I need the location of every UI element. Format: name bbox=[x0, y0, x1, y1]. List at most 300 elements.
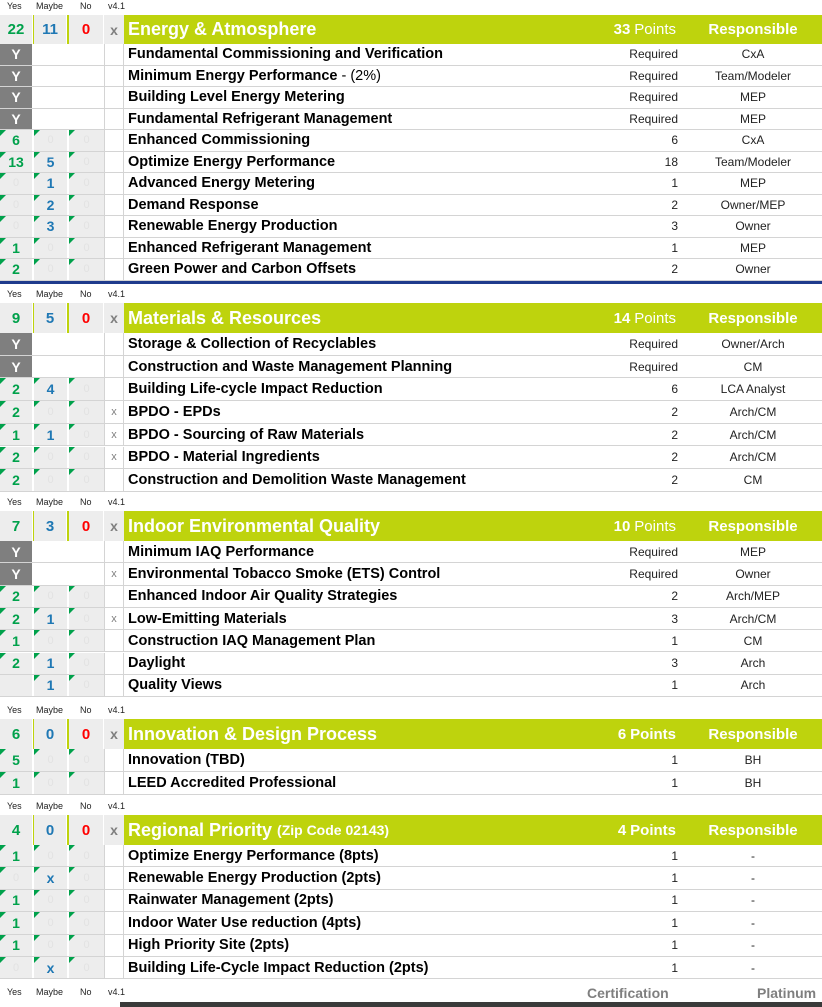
cell-marker-icon bbox=[34, 586, 40, 592]
column-header-row bbox=[0, 288, 822, 303]
credit-row bbox=[0, 675, 822, 697]
credit-points: 1 bbox=[671, 633, 678, 648]
cell-marker-icon bbox=[0, 173, 6, 179]
cell-marker-icon bbox=[34, 772, 40, 778]
maybe-value: 1 bbox=[46, 426, 55, 443]
maybe-value: 5 bbox=[46, 153, 55, 170]
section-points bbox=[614, 15, 676, 44]
credit-points: Required bbox=[629, 336, 678, 351]
no-cell[interactable] bbox=[69, 333, 104, 355]
cell-marker-icon bbox=[34, 469, 40, 475]
yes-value: 13 bbox=[8, 153, 24, 170]
no-value: 0 bbox=[83, 451, 90, 464]
yes-value: 5 bbox=[12, 752, 20, 768]
section-title-text: Indoor Environmental Quality bbox=[128, 515, 381, 536]
no-cell[interactable] bbox=[69, 772, 104, 794]
maybe-cell[interactable] bbox=[34, 238, 68, 259]
credit-responsible: Arch/MEP bbox=[725, 589, 780, 604]
yes-cell[interactable] bbox=[0, 653, 33, 674]
x-cell bbox=[104, 238, 124, 259]
maybe-cell[interactable] bbox=[34, 469, 68, 491]
column-header-row bbox=[0, 0, 822, 15]
section-yes-total: 4 bbox=[0, 815, 33, 845]
yes-cell[interactable] bbox=[0, 333, 33, 355]
column-header-row bbox=[0, 800, 822, 815]
no-cell[interactable] bbox=[69, 44, 104, 65]
maybe-cell[interactable] bbox=[34, 541, 68, 562]
no-value: 0 bbox=[83, 894, 90, 907]
yes-cell[interactable] bbox=[0, 195, 33, 216]
yes-value: 0 bbox=[12, 961, 20, 974]
yes-cell[interactable] bbox=[0, 447, 33, 469]
credit-points: 1 bbox=[671, 871, 678, 886]
x-cell bbox=[104, 152, 124, 173]
yes-cell[interactable] bbox=[0, 630, 33, 651]
cell-marker-icon bbox=[0, 608, 6, 614]
cell-marker-icon bbox=[0, 845, 6, 851]
maybe-cell[interactable] bbox=[34, 173, 68, 194]
maybe-cell[interactable] bbox=[34, 912, 68, 933]
no-cell[interactable] bbox=[69, 935, 104, 956]
x-cell: x bbox=[104, 424, 124, 446]
x-cell bbox=[104, 772, 124, 794]
no-value: 0 bbox=[83, 198, 90, 211]
credit-name-text: Enhanced Indoor Air Quality Strategies bbox=[128, 588, 398, 605]
no-cell[interactable] bbox=[69, 586, 104, 607]
credit-name bbox=[128, 912, 361, 933]
maybe-cell[interactable] bbox=[34, 630, 68, 651]
no-cell[interactable] bbox=[69, 653, 104, 674]
credit-row bbox=[0, 935, 822, 957]
section-maybe-total: 3 bbox=[34, 511, 67, 541]
section-header bbox=[0, 815, 822, 845]
yes-cell[interactable] bbox=[0, 469, 33, 491]
yes-value: Y bbox=[11, 358, 21, 375]
yes-cell[interactable] bbox=[0, 675, 33, 696]
maybe-cell[interactable] bbox=[34, 957, 68, 978]
no-value: 0 bbox=[83, 849, 90, 862]
yes-cell[interactable] bbox=[0, 424, 33, 446]
credit-row bbox=[0, 845, 822, 867]
cell-marker-icon bbox=[69, 469, 75, 475]
credit-responsible: - bbox=[751, 960, 755, 975]
no-cell[interactable] bbox=[69, 130, 104, 151]
credit-row bbox=[0, 890, 822, 912]
no-cell[interactable] bbox=[69, 890, 104, 911]
yes-cell[interactable] bbox=[0, 87, 33, 108]
yes-value: Y bbox=[11, 565, 21, 582]
maybe-value: 1 bbox=[46, 655, 55, 672]
maybe-value: 0 bbox=[47, 916, 54, 929]
credit-responsible: Arch bbox=[740, 656, 766, 671]
credit-responsible: Owner bbox=[735, 566, 771, 581]
no-value: 0 bbox=[83, 155, 90, 168]
x-cell: x bbox=[104, 563, 124, 584]
credit-name bbox=[128, 333, 376, 355]
maybe-cell[interactable] bbox=[34, 845, 68, 866]
maybe-cell[interactable] bbox=[34, 195, 68, 216]
maybe-value: 1 bbox=[46, 175, 55, 192]
x-cell bbox=[104, 44, 124, 65]
yes-value: 2 bbox=[12, 655, 20, 672]
yes-cell[interactable] bbox=[0, 238, 33, 259]
maybe-value: 0 bbox=[47, 263, 54, 276]
credit-name bbox=[128, 356, 452, 378]
credit-name-text: BPDO - Sourcing of Raw Materials bbox=[128, 426, 365, 443]
cell-marker-icon bbox=[0, 216, 6, 222]
credit-name-text: Low-Emitting Materials bbox=[128, 610, 287, 627]
yes-cell[interactable] bbox=[0, 749, 33, 771]
maybe-value: 0 bbox=[47, 894, 54, 907]
no-cell[interactable] bbox=[69, 845, 104, 866]
maybe-cell[interactable] bbox=[34, 87, 68, 108]
no-cell[interactable] bbox=[69, 912, 104, 933]
yes-value: Y bbox=[11, 110, 21, 127]
cell-marker-icon bbox=[34, 259, 40, 265]
x-cell bbox=[104, 890, 124, 911]
credit-responsible: MEP bbox=[739, 544, 766, 559]
yes-cell[interactable] bbox=[0, 586, 33, 607]
maybe-cell[interactable] bbox=[34, 44, 68, 65]
section-points-number: 33 bbox=[613, 21, 631, 38]
credit-name bbox=[128, 563, 440, 584]
x-cell bbox=[104, 195, 124, 216]
yes-cell[interactable] bbox=[0, 152, 33, 173]
section-x-marker: x bbox=[104, 511, 124, 541]
yes-cell[interactable] bbox=[0, 935, 33, 956]
maybe-cell[interactable] bbox=[34, 66, 68, 87]
credit-name-text: Daylight bbox=[128, 655, 186, 672]
section-points-number: 6 bbox=[617, 725, 627, 743]
cell-marker-icon bbox=[0, 957, 6, 963]
no-cell[interactable] bbox=[69, 675, 104, 696]
column-header-yes: Yes bbox=[7, 497, 22, 507]
section-title bbox=[128, 303, 321, 333]
no-cell[interactable] bbox=[69, 173, 104, 194]
maybe-cell[interactable] bbox=[34, 772, 68, 794]
credit-responsible: Owner bbox=[735, 219, 771, 234]
yes-cell[interactable] bbox=[0, 957, 33, 978]
credit-name-text: Minimum Energy Performance bbox=[128, 67, 338, 84]
section-maybe-total: 11 bbox=[34, 15, 67, 44]
maybe-cell[interactable] bbox=[34, 653, 68, 674]
no-cell[interactable] bbox=[69, 630, 104, 651]
credit-points: 1 bbox=[671, 893, 678, 908]
yes-cell[interactable] bbox=[0, 890, 33, 911]
credit-name-text: LEED Accredited Professional bbox=[128, 775, 337, 791]
yes-cell[interactable] bbox=[0, 173, 33, 194]
yes-cell[interactable] bbox=[0, 772, 33, 794]
credit-name-text: Construction and Demolition Waste Management bbox=[128, 472, 466, 489]
maybe-cell[interactable] bbox=[34, 935, 68, 956]
cell-marker-icon bbox=[69, 772, 75, 778]
section-points-label: Points bbox=[630, 725, 676, 743]
yes-value: 2 bbox=[12, 610, 20, 627]
credit-name-text: Building Life-Cycle Impact Reduction (2pts) bbox=[128, 959, 429, 976]
maybe-cell[interactable] bbox=[34, 216, 68, 237]
no-cell[interactable] bbox=[69, 563, 104, 584]
maybe-cell[interactable] bbox=[34, 447, 68, 469]
credit-points: 2 bbox=[671, 589, 678, 604]
cell-marker-icon bbox=[0, 867, 6, 873]
no-cell[interactable] bbox=[69, 87, 104, 108]
no-cell[interactable] bbox=[69, 238, 104, 259]
yes-cell[interactable] bbox=[0, 109, 33, 130]
cell-marker-icon bbox=[69, 586, 75, 592]
credit-points: 1 bbox=[671, 753, 678, 767]
credit-responsible: Arch bbox=[740, 678, 766, 693]
credit-name bbox=[128, 401, 221, 423]
cell-marker-icon bbox=[34, 173, 40, 179]
certification-label: Certification bbox=[587, 985, 669, 1001]
section-responsible-header: Responsible bbox=[708, 517, 798, 535]
yes-cell[interactable] bbox=[0, 541, 33, 562]
no-cell[interactable] bbox=[69, 216, 104, 237]
maybe-cell[interactable] bbox=[34, 152, 68, 173]
yes-cell[interactable] bbox=[0, 401, 33, 423]
x-cell bbox=[104, 675, 124, 696]
credit-row bbox=[0, 195, 822, 217]
cell-marker-icon bbox=[34, 675, 40, 681]
credit-responsible: MEP bbox=[739, 111, 766, 126]
credit-points: 6 bbox=[671, 133, 678, 148]
maybe-cell[interactable] bbox=[34, 608, 68, 629]
credit-responsible: - bbox=[751, 848, 755, 863]
maybe-value: 0 bbox=[47, 405, 54, 418]
maybe-cell[interactable] bbox=[34, 109, 68, 130]
yes-cell[interactable] bbox=[0, 378, 33, 400]
no-cell[interactable] bbox=[69, 259, 104, 280]
credit-points: 1 bbox=[671, 848, 678, 863]
no-cell[interactable] bbox=[69, 378, 104, 400]
credit-name-text: Building Life-cycle Impact Reduction bbox=[128, 381, 383, 398]
column-header-row bbox=[0, 986, 822, 1001]
yes-value: Y bbox=[11, 335, 21, 352]
no-cell[interactable] bbox=[69, 66, 104, 87]
cell-marker-icon bbox=[69, 401, 75, 407]
credit-row bbox=[0, 469, 822, 492]
x-cell bbox=[104, 109, 124, 130]
maybe-cell[interactable] bbox=[34, 333, 68, 355]
credit-name bbox=[128, 935, 289, 956]
credit-row bbox=[0, 608, 822, 630]
credit-points: 1 bbox=[671, 938, 678, 953]
section-points-label: Points bbox=[630, 821, 676, 839]
no-cell[interactable] bbox=[69, 469, 104, 491]
x-cell bbox=[104, 130, 124, 151]
yes-cell[interactable] bbox=[0, 563, 33, 584]
credit-name bbox=[128, 152, 335, 173]
maybe-cell[interactable] bbox=[34, 867, 68, 888]
section-points-number: 14 bbox=[613, 309, 631, 327]
maybe-value: 0 bbox=[47, 134, 54, 147]
credit-name-text: Storage & Collection of Recyclables bbox=[128, 335, 377, 352]
maybe-value: 4 bbox=[46, 381, 55, 398]
yes-cell[interactable] bbox=[0, 216, 33, 237]
credit-points: 1 bbox=[671, 240, 678, 255]
maybe-cell[interactable] bbox=[34, 259, 68, 280]
maybe-value: 0 bbox=[47, 474, 54, 487]
x-cell bbox=[104, 586, 124, 607]
section-title bbox=[128, 815, 389, 845]
credit-row bbox=[0, 749, 822, 772]
cell-marker-icon bbox=[0, 401, 6, 407]
yes-cell[interactable] bbox=[0, 867, 33, 888]
no-value: 0 bbox=[83, 177, 90, 190]
credit-name bbox=[128, 66, 381, 87]
no-cell[interactable] bbox=[69, 608, 104, 629]
credit-row bbox=[0, 259, 822, 281]
maybe-cell[interactable] bbox=[34, 356, 68, 378]
column-header-version: v4.1 bbox=[108, 705, 126, 715]
column-header-version: v4.1 bbox=[108, 1, 126, 11]
credit-responsible: Owner bbox=[735, 262, 771, 277]
credit-name bbox=[128, 586, 397, 607]
credit-name bbox=[128, 867, 381, 888]
credit-name-text: Construction and Waste Management Planning bbox=[128, 358, 453, 375]
cell-marker-icon bbox=[69, 195, 75, 201]
cell-marker-icon bbox=[0, 238, 6, 244]
no-cell[interactable] bbox=[69, 957, 104, 978]
bottom-bar bbox=[120, 1002, 822, 1007]
section-responsible-header: Responsible bbox=[708, 821, 798, 839]
section-title bbox=[128, 15, 316, 44]
no-cell[interactable] bbox=[69, 541, 104, 562]
yes-cell[interactable] bbox=[0, 66, 33, 87]
cell-marker-icon bbox=[69, 447, 75, 453]
column-header-no: No bbox=[80, 987, 92, 997]
no-cell[interactable] bbox=[69, 867, 104, 888]
cell-marker-icon bbox=[69, 935, 75, 941]
maybe-cell[interactable] bbox=[34, 424, 68, 446]
credit-name bbox=[128, 378, 383, 400]
no-cell[interactable] bbox=[69, 424, 104, 446]
no-cell[interactable] bbox=[69, 356, 104, 378]
maybe-cell[interactable] bbox=[34, 378, 68, 400]
yes-cell[interactable] bbox=[0, 130, 33, 151]
maybe-value: 0 bbox=[47, 451, 54, 464]
yes-cell[interactable] bbox=[0, 912, 33, 933]
credit-responsible: - bbox=[751, 915, 755, 930]
maybe-cell[interactable] bbox=[34, 890, 68, 911]
cell-marker-icon bbox=[0, 424, 6, 430]
credit-name bbox=[128, 44, 443, 65]
column-header-yes: Yes bbox=[7, 1, 22, 11]
no-cell[interactable] bbox=[69, 749, 104, 771]
cell-marker-icon bbox=[34, 401, 40, 407]
credit-responsible: MEP bbox=[739, 176, 766, 191]
credit-row bbox=[0, 541, 822, 563]
credit-points: 2 bbox=[671, 473, 678, 488]
credit-name-text: Fundamental Commissioning and Verification bbox=[128, 46, 444, 63]
credit-row bbox=[0, 867, 822, 889]
section-points-number: 10 bbox=[613, 517, 631, 535]
column-header-no: No bbox=[80, 289, 92, 299]
credit-name-text: BPDO - Material Ingredients bbox=[128, 449, 320, 466]
cell-marker-icon bbox=[69, 378, 75, 384]
cell-marker-icon bbox=[34, 749, 40, 755]
cell-marker-icon bbox=[69, 216, 75, 222]
section-header bbox=[0, 15, 822, 44]
column-header-version: v4.1 bbox=[108, 497, 126, 507]
credit-points: 1 bbox=[671, 915, 678, 930]
credit-name-text: Green Power and Carbon Offsets bbox=[128, 261, 357, 278]
maybe-cell[interactable] bbox=[34, 586, 68, 607]
no-cell[interactable] bbox=[69, 152, 104, 173]
section-x-marker: x bbox=[104, 15, 124, 44]
yes-cell[interactable] bbox=[0, 44, 33, 65]
section-yes-total: 6 bbox=[0, 719, 33, 749]
credit-points: 1 bbox=[671, 960, 678, 975]
no-cell[interactable] bbox=[69, 401, 104, 423]
maybe-cell[interactable] bbox=[34, 130, 68, 151]
section-responsible-header: Responsible bbox=[708, 309, 798, 327]
no-value: 0 bbox=[83, 872, 90, 885]
cell-marker-icon bbox=[0, 749, 6, 755]
yes-value: 1 bbox=[12, 239, 20, 256]
x-cell bbox=[104, 66, 124, 87]
cell-marker-icon bbox=[34, 447, 40, 453]
cell-marker-icon bbox=[69, 608, 75, 614]
no-value: 0 bbox=[83, 134, 90, 147]
credit-points: 1 bbox=[671, 678, 678, 693]
cell-marker-icon bbox=[0, 259, 6, 265]
credit-points: 2 bbox=[671, 427, 678, 442]
credit-name-text: Environmental Tobacco Smoke (ETS) Control bbox=[128, 565, 441, 582]
yes-value: 1 bbox=[12, 892, 20, 909]
maybe-cell[interactable] bbox=[34, 401, 68, 423]
credit-responsible: CxA bbox=[741, 133, 765, 148]
credit-row bbox=[0, 630, 822, 652]
credit-responsible: CM bbox=[743, 359, 763, 374]
credit-row bbox=[0, 957, 822, 979]
maybe-value: 2 bbox=[46, 196, 55, 213]
maybe-value: 0 bbox=[47, 754, 54, 766]
cell-marker-icon bbox=[0, 152, 6, 158]
maybe-cell[interactable] bbox=[34, 749, 68, 771]
x-cell bbox=[104, 912, 124, 933]
x-cell: x bbox=[104, 447, 124, 469]
x-cell bbox=[104, 173, 124, 194]
credit-name-text: Indoor Water Use reduction (4pts) bbox=[128, 914, 362, 931]
yes-value: 2 bbox=[12, 403, 20, 420]
credit-responsible: BH bbox=[744, 776, 762, 790]
no-value: 0 bbox=[83, 474, 90, 487]
yes-cell[interactable] bbox=[0, 845, 33, 866]
credit-points: 2 bbox=[671, 262, 678, 277]
section-maybe-total: 0 bbox=[34, 815, 67, 845]
cell-marker-icon bbox=[34, 130, 40, 136]
credit-points: Required bbox=[629, 90, 678, 105]
no-cell[interactable] bbox=[69, 109, 104, 130]
section-maybe-total: 0 bbox=[34, 719, 67, 749]
section-title-text: Materials & Resources bbox=[128, 307, 322, 328]
section-points bbox=[614, 303, 676, 333]
maybe-cell[interactable] bbox=[34, 563, 68, 584]
credit-responsible: MEP bbox=[739, 240, 766, 255]
yes-cell[interactable] bbox=[0, 259, 33, 280]
section-header bbox=[0, 719, 822, 749]
credit-responsible: Arch/CM bbox=[729, 427, 777, 442]
cell-marker-icon bbox=[0, 195, 6, 201]
maybe-cell[interactable] bbox=[34, 675, 68, 696]
no-cell[interactable] bbox=[69, 447, 104, 469]
credit-row bbox=[0, 333, 822, 356]
yes-value: 0 bbox=[12, 177, 20, 190]
no-cell[interactable] bbox=[69, 195, 104, 216]
yes-cell[interactable] bbox=[0, 608, 33, 629]
yes-cell[interactable] bbox=[0, 356, 33, 378]
